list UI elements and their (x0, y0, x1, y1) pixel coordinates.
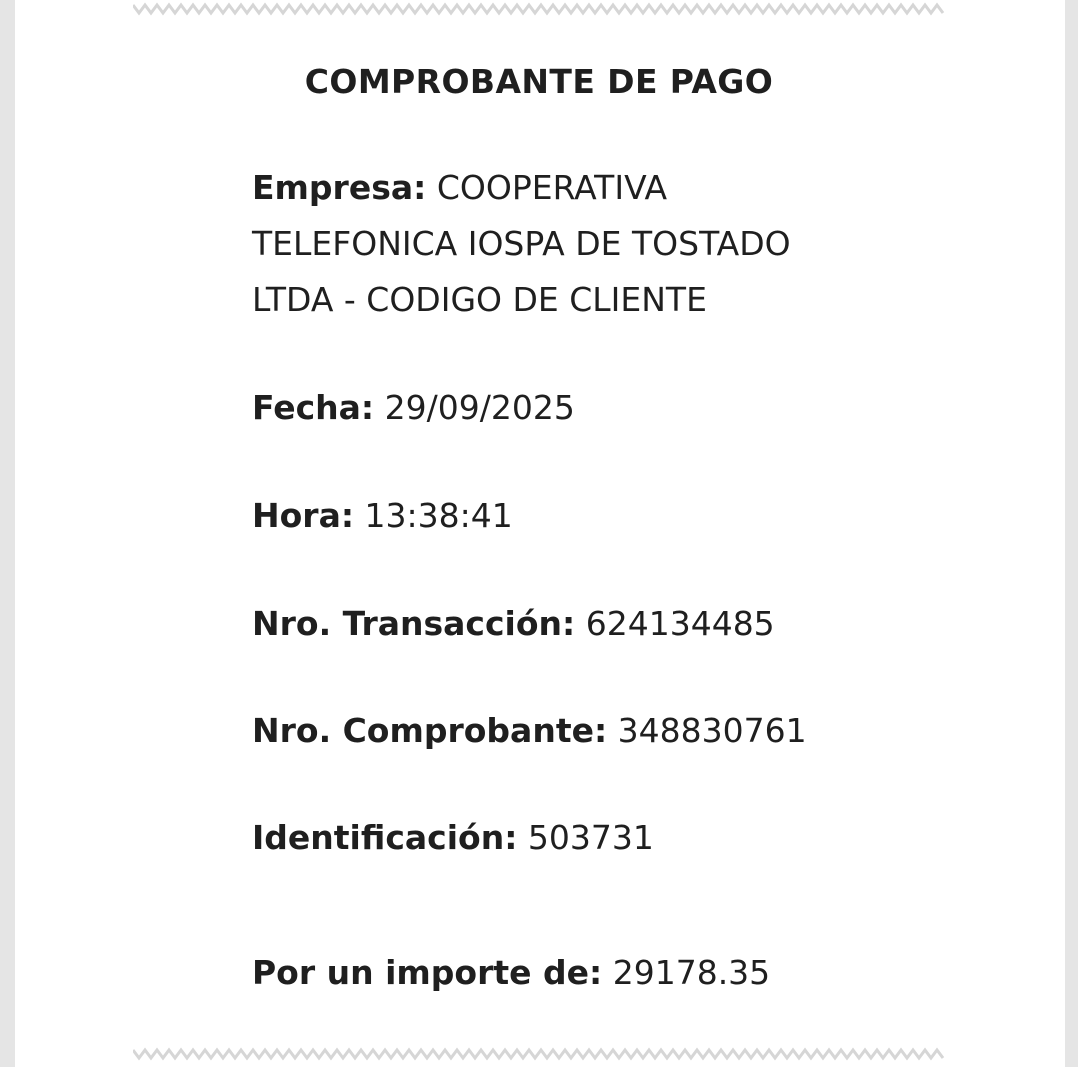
field-empresa-value: COOPERATIVA TELEFONICA IOSPA DE TOSTADO LTDA - CODIGO DE CLIENTE (252, 168, 791, 319)
field-identificacion (252, 810, 654, 866)
zigzag-line-bottom (133, 1050, 943, 1058)
zigzag-line-top (133, 5, 943, 13)
field-empresa-label: Empresa: (252, 168, 427, 207)
field-nro-comprobante-value: 348830761 (617, 711, 807, 750)
field-nro-comprobante-label: Nro. Comprobante: (252, 711, 608, 750)
field-hora-label: Hora: (252, 496, 355, 535)
field-hora-value: 13:38:41 (364, 496, 513, 535)
field-importe-label: Por un importe de: (252, 953, 603, 992)
torn-edge-top (133, 2, 947, 16)
field-fecha-value: 29/09/2025 (384, 388, 575, 427)
field-fecha (252, 380, 575, 436)
field-identificacion-value: 503731 (527, 818, 654, 857)
field-identificacion-label: Identificación: (252, 818, 518, 857)
field-empresa (252, 160, 842, 328)
field-nro-comprobante (252, 703, 807, 759)
field-importe-value: 29178.35 (612, 953, 771, 992)
field-hora (252, 488, 513, 544)
receipt-title: COMPROBANTE DE PAGO (304, 62, 774, 101)
field-nro-transaccion-value: 624134485 (585, 604, 775, 643)
torn-edge-bottom (133, 1047, 947, 1061)
field-nro-transaccion (252, 596, 775, 652)
field-fecha-label: Fecha: (252, 388, 375, 427)
field-nro-transaccion-label: Nro. Transacción: (252, 604, 576, 643)
field-importe (252, 945, 770, 1001)
